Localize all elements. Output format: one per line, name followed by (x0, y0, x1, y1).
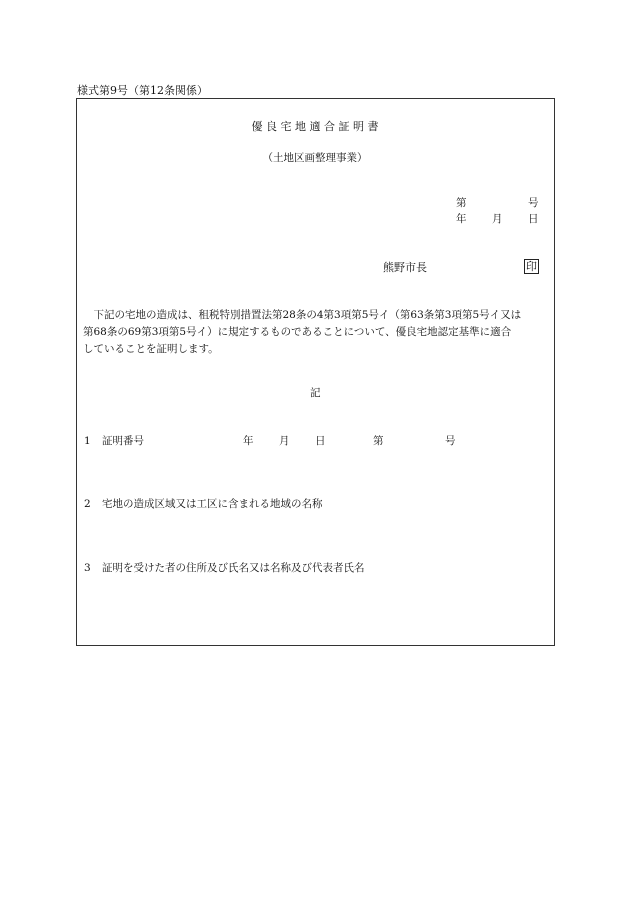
ki-heading: 記 (310, 387, 321, 399)
item-1-month: 月 (279, 435, 290, 447)
document-subtitle: （土地区画整理事業） (262, 152, 368, 164)
item-1-go: 号 (445, 435, 456, 447)
number-go: 号 (528, 197, 539, 209)
item-1-dai: 第 (373, 435, 384, 447)
item-1-number: 1 (84, 435, 91, 447)
body-line-3: していることを証明します。 (83, 343, 219, 355)
document-title: 優 良 宅 地 適 合 証 明 書 (251, 120, 379, 133)
seal-mark: 印 (526, 260, 537, 273)
form-id: 様式第9号（第12条関係） (77, 84, 208, 97)
item-3-label: 証明を受けた者の住所及び氏名又は名称及び代表者氏名 (102, 562, 365, 574)
item-3-number: 3 (84, 562, 91, 574)
date-day: 日 (528, 213, 539, 225)
body-line-1: 下記の宅地の造成は、租税特別措置法第28条の4第3項第5号イ（第63条第3項第5号イ又は (83, 309, 522, 321)
item-2-label: 宅地の造成区域又は工区に含まれる地域の名称 (102, 498, 323, 510)
item-2-number: 2 (84, 498, 91, 510)
item-1-year: 年 (243, 435, 254, 447)
body-line-2: 第68条の69第3項第5号イ）に規定するものであることについて、優良宅地認定基準に適合 (83, 326, 512, 338)
item-1-day: 日 (315, 435, 326, 447)
issuer-name: 熊野市長 (383, 261, 427, 274)
number-dai: 第 (456, 197, 467, 209)
item-1-label: 証明番号 (102, 435, 144, 447)
date-month: 月 (492, 213, 503, 225)
date-year: 年 (456, 213, 467, 225)
